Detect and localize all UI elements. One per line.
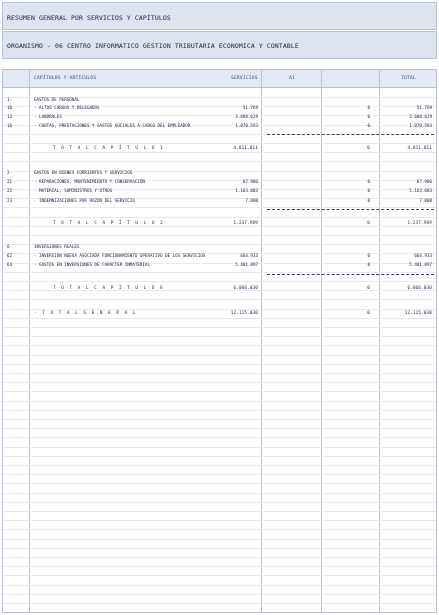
row-description: - CUOTAS, PRESTACIONES Y GASTOS SOCIALES A CARGO DEL EMPLEADOR (34, 123, 191, 128)
row-total-value: 4.811.011 (407, 145, 432, 150)
row-total-value: 1.163.083 (409, 188, 432, 193)
row-total-value: 1.237.989 (407, 220, 432, 225)
row-total-value: 51.769 (416, 105, 432, 110)
row-a1-value: 0 (367, 123, 370, 128)
row-code: 22 (7, 188, 13, 193)
row-divider (3, 235, 436, 236)
column-header-total: TOTAL (401, 76, 416, 81)
organism-label: ORGANISMO - 06 CENTRO INFORMATICO GESTION TRIBUTARIA ECONOMICA Y CONTABLE (7, 42, 299, 50)
row-total-value: 6.066.030 (407, 285, 432, 290)
row-description: GASTOS EN BIENES CORRIENTES Y SERVICIOS (34, 170, 133, 175)
table-row (3, 218, 436, 228)
row-divider (3, 437, 436, 438)
row-divider (3, 594, 436, 595)
subtotal-separator (267, 274, 434, 275)
row-description: - ALTOS CARGOS Y DELEGADOS (34, 105, 100, 110)
row-description: T O T A L C A P Í T U L O 1 (53, 145, 165, 150)
row-divider (3, 483, 436, 484)
row-services-value: 67.906 (242, 179, 258, 184)
table-row (3, 186, 436, 196)
organism-bar (2, 31, 437, 59)
row-divider (3, 391, 436, 392)
row-description: - INDEMNIZACIONES POR RAZÓN DEL SERVICIO (34, 198, 135, 203)
row-divider (3, 318, 436, 319)
report-title-bar (2, 2, 437, 30)
row-divider (3, 520, 436, 521)
row-services-value: 6.066.030 (233, 285, 258, 290)
row-divider (3, 327, 436, 328)
table-row (3, 260, 436, 270)
row-description: INVERSIONES REALES (34, 244, 80, 249)
row-divider (3, 447, 436, 448)
row-divider (3, 539, 436, 540)
row-description: T O T A L C A P Í T U L O 6 (53, 285, 165, 290)
row-divider (3, 299, 436, 300)
table-row (3, 308, 436, 318)
row-a1-value: 0 (367, 188, 370, 193)
row-divider (3, 428, 436, 429)
column-header-row (3, 70, 436, 88)
row-divider (3, 575, 436, 576)
row-description: GASTOS DE PERSONAL (34, 97, 80, 102)
row-code: 64 (7, 262, 13, 267)
row-total-value: 67.906 (416, 179, 432, 184)
row-code: 6- (7, 244, 13, 249)
row-total-value: 5.401.097 (409, 262, 432, 267)
row-code: 13 (7, 114, 13, 119)
row-services-value: 4.811.011 (233, 145, 258, 150)
row-code: 10 (7, 105, 13, 110)
row-services-value: 3.688.629 (235, 114, 258, 119)
row-description: - T O T A L G E N E R A L (34, 310, 138, 315)
row-a1-value: 0 (367, 105, 370, 110)
row-total-value: 7.000 (419, 198, 432, 203)
column-header-chapters: CAPÍTULOS Y ARTÍCULOS (34, 76, 97, 81)
table-row (3, 283, 436, 293)
row-a1-value: 0 (367, 285, 370, 290)
row-services-value: 1.070.593 (235, 123, 258, 128)
row-total-value: 12.115.030 (404, 310, 432, 315)
row-a1-value: 0 (367, 253, 370, 258)
row-description: T O T A L C A P Í T U L O 2 (53, 220, 165, 225)
row-divider (3, 502, 436, 503)
row-divider (3, 566, 436, 567)
row-divider (3, 511, 436, 512)
row-total-value: 3.688.629 (409, 114, 432, 119)
row-services-value: 12.115.030 (230, 310, 258, 315)
row-description: - REPARACIONES, MANTENIMIENTO Y CONSERVACIÓN (34, 179, 145, 184)
subtotal-separator (267, 134, 434, 135)
row-divider (3, 585, 436, 586)
table-row (3, 143, 436, 153)
row-services-value: 7.000 (245, 198, 258, 203)
row-divider (3, 410, 436, 411)
row-divider (3, 336, 436, 337)
row-divider (3, 603, 436, 604)
row-divider (3, 364, 436, 365)
row-a1-value: 0 (367, 145, 370, 150)
summary-table (2, 69, 437, 613)
row-divider (3, 355, 436, 356)
row-a1-value: 0 (367, 262, 370, 267)
row-a1-value: 0 (367, 179, 370, 184)
row-divider (3, 612, 436, 613)
row-divider (3, 207, 436, 208)
row-a1-value: 0 (367, 220, 370, 225)
row-divider (3, 281, 436, 282)
row-divider (3, 382, 436, 383)
row-divider (3, 465, 436, 466)
row-services-value: 1.163.083 (235, 188, 258, 193)
row-services-value: 1.237.989 (233, 220, 258, 225)
row-divider (3, 419, 436, 420)
report-title: RESUMEN GENERAL POR SERVICIOS Y CAPÍTULOS (7, 14, 171, 22)
table-row (3, 121, 436, 131)
row-divider (3, 548, 436, 549)
table-row (3, 196, 436, 206)
row-divider (3, 529, 436, 530)
row-code: 1- (7, 97, 13, 102)
column-header-services: SERVICIOS (231, 76, 258, 81)
row-divider (3, 493, 436, 494)
row-divider (3, 272, 436, 273)
row-description: - LABORALES (34, 114, 62, 119)
row-divider (3, 373, 436, 374)
row-services-value: 5.401.097 (235, 262, 258, 267)
row-divider (3, 557, 436, 558)
row-a1-value: 0 (367, 198, 370, 203)
row-total-value: 1.070.593 (409, 123, 432, 128)
row-divider (3, 161, 436, 162)
row-code: 62 (7, 253, 13, 258)
row-a1-value: 0 (367, 310, 370, 315)
row-code: 23 (7, 198, 13, 203)
row-description: - GASTOS EN INVERSIONES DE CARÁCTER INMATERIAL (34, 262, 150, 267)
row-services-value: 51.769 (242, 105, 258, 110)
row-divider (3, 345, 436, 346)
row-code: 21 (7, 179, 13, 184)
row-code: 16 (7, 123, 13, 128)
row-description: - INVERSIÓN NUEVA ASOCIADA FUNCIONAMIENTO OPERATIVO DE LOS SERVICIOS (34, 253, 206, 258)
row-services-value: 664.933 (240, 253, 258, 258)
row-description: - MATERIAL, SUMINISTROS Y OTROS (34, 188, 113, 193)
row-code: 2- (7, 170, 13, 175)
row-divider (3, 474, 436, 475)
row-total-value: 664.933 (414, 253, 432, 258)
row-divider (3, 401, 436, 402)
row-divider (3, 456, 436, 457)
row-a1-value: 0 (367, 114, 370, 119)
subtotal-separator (267, 209, 434, 210)
column-header-a1: A1 (289, 76, 295, 81)
